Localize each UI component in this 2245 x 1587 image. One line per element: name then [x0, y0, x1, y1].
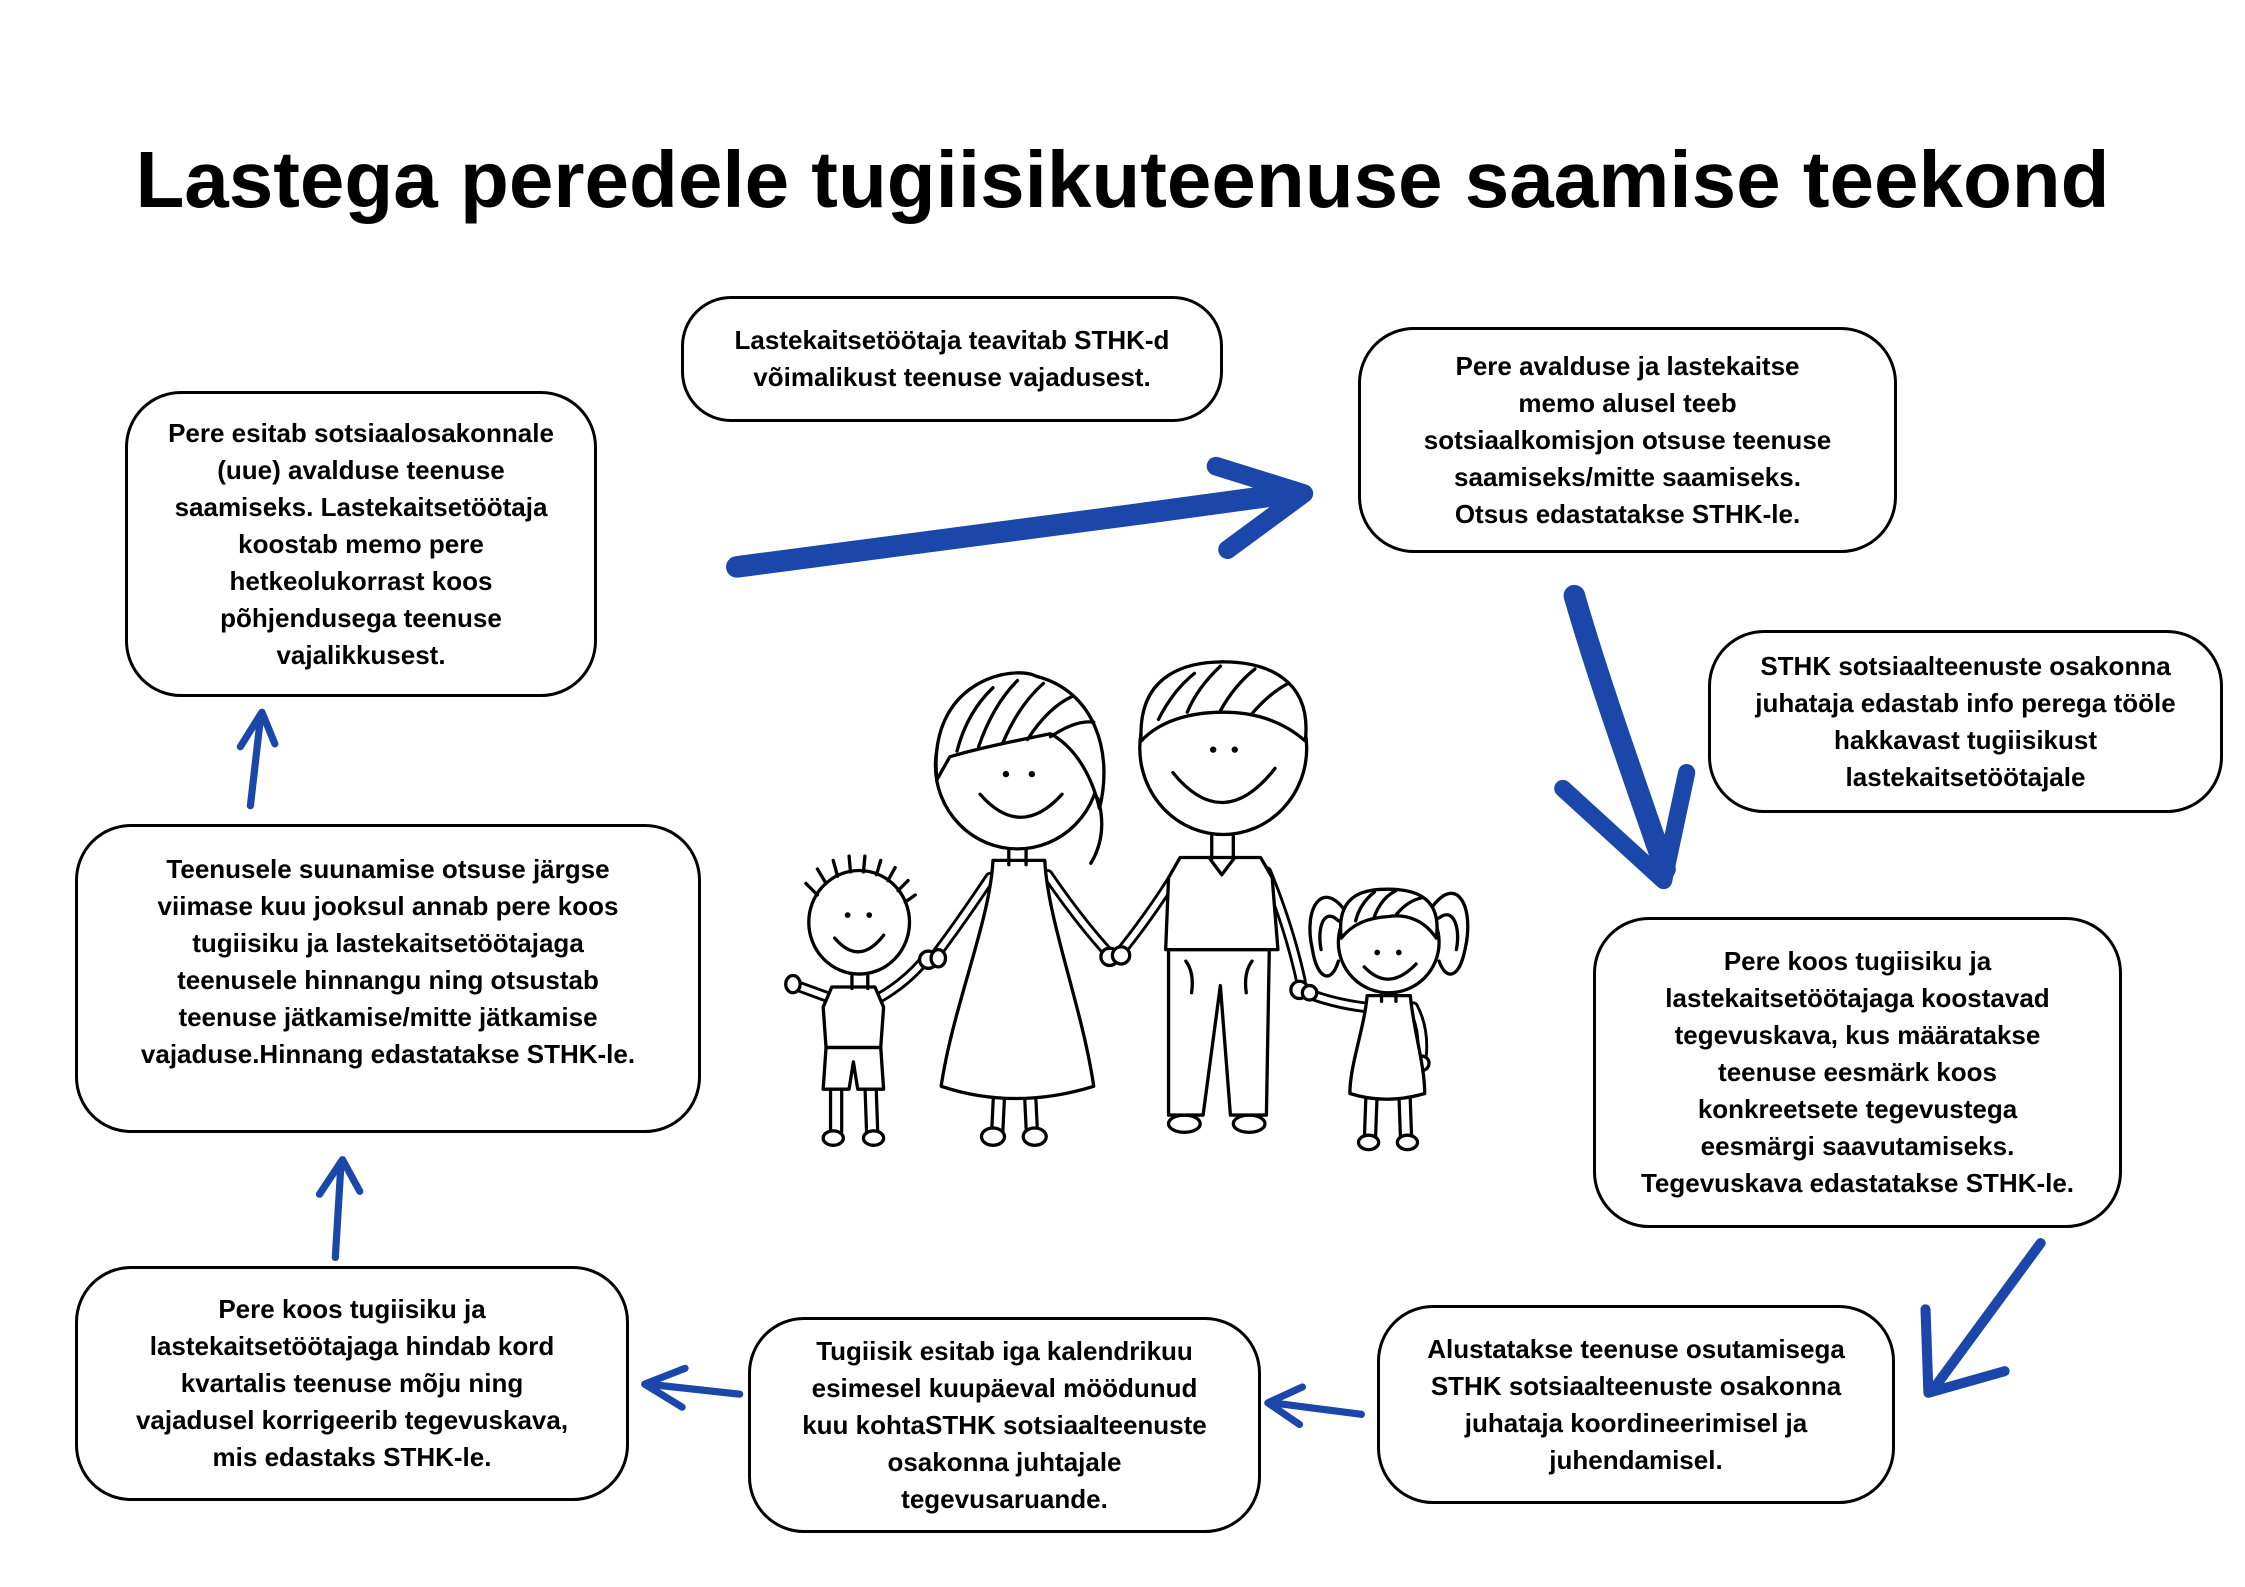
step-assign-support-person-box	[1708, 630, 2223, 813]
step-text-line: viimase kuu jooksul annab pere koos	[157, 890, 619, 921]
step-text-line: teenuse jätkamise/mitte jätkamise	[178, 1001, 598, 1032]
arrow-to-final-assessment	[319, 1160, 359, 1258]
step-commission-decision-box	[1358, 327, 1897, 553]
step-text-line: kuu kohtaSTHK sotsiaalteenuste	[802, 1409, 1207, 1440]
step-text-line: juhataja edastab info perega tööle	[1755, 687, 2176, 718]
arrow-to-new-application	[240, 712, 275, 806]
step-text-line: Tugiisik esitab iga kalendrikuu	[816, 1335, 1193, 1366]
step-text-line: (uue) avalduse teenuse	[217, 454, 505, 485]
step-text-line: kvartalis teenuse mõju ning	[180, 1368, 524, 1398]
father-icon	[1101, 662, 1307, 1132]
step-action-plan-box	[1593, 917, 2122, 1228]
arrow-to-monthly-report	[1268, 1387, 1362, 1424]
step-text-line: põhjendusega teenuse	[220, 602, 502, 633]
step-final-assessment-box	[75, 824, 701, 1133]
step-text-line: lastekaitsetöötajaga koostavad	[1665, 983, 2050, 1013]
step-text-line: teenusele hinnangu ning otsustab	[177, 964, 599, 995]
step-text-line: tegevusaruande.	[901, 1483, 1108, 1514]
step-text-line: vajalikkusest.	[276, 639, 446, 670]
step-service-start-box	[1377, 1305, 1895, 1504]
mother-icon	[920, 673, 1109, 1145]
step-monthly-report-box	[748, 1317, 1261, 1533]
step-text-line: vajadusel korrigeerib tegevuskava,	[135, 1405, 569, 1435]
boy-icon	[786, 856, 923, 1145]
step-text-line: juhendamisel.	[1549, 1444, 1723, 1475]
step-text-line: juhataja koordineerimisel ja	[1464, 1407, 1808, 1438]
step-text-line: tugiisiku ja lastekaitsetöötajaga	[192, 927, 584, 958]
step-text-line: hakkavast tugiisikust	[1834, 724, 2097, 755]
step-text-line: Pere avalduse ja lastekaitse	[1455, 350, 1800, 381]
arrow-to-service-start	[1926, 1243, 2041, 1393]
step-text-line: osakonna juhtajale	[887, 1446, 1122, 1477]
arrow-to-action-plan	[1563, 596, 1687, 881]
step-text-line: Pere koos tugiisiku ja	[1723, 946, 1992, 976]
step-text-line: mis edastaks STHK-le.	[212, 1442, 492, 1472]
step-text-line: saamiseks. Lastekaitsetöötaja	[174, 491, 548, 522]
step-text-line: hetkeolukorrast koos	[229, 565, 493, 596]
step-text-line: vajaduse.Hinnang edastatakse STHK-le.	[140, 1038, 636, 1069]
arrow-to-quarterly-review	[645, 1368, 740, 1407]
step-text-line: Otsus edastatakse STHK-le.	[1454, 498, 1801, 529]
step-notify-sthk-box	[681, 296, 1223, 422]
step-text-line: Lastekaitsetöötaja teavitab STHK-d	[734, 325, 1170, 355]
family-illustration	[786, 662, 1468, 1150]
step-text-line: eesmärgi saavutamiseks.	[1700, 1131, 2015, 1161]
step-text-line: Teenusele suunamise otsuse järgse	[166, 853, 610, 884]
arrow-to-commission-decision	[737, 466, 1304, 567]
step-quarterly-review-box	[75, 1266, 629, 1501]
step-text-line: konkreetsete tegevustega	[1697, 1094, 2018, 1124]
page-title: Lastega peredele tugiisikuteenuse saamise teekond	[135, 135, 2110, 224]
step-text-line: tegevuskava, kus määratakse	[1674, 1020, 2041, 1050]
step-new-application-box	[125, 391, 597, 697]
step-text-line: memo alusel teeb	[1518, 387, 1737, 418]
step-text-line: STHK sotsiaalteenuste osakonna	[1760, 650, 2171, 681]
step-text-line: saamiseks/mitte saamiseks.	[1454, 461, 1801, 492]
step-text-line: võimalikust teenuse vajadusest.	[753, 362, 1151, 392]
step-text-line: Alustatakse teenuse osutamisega	[1427, 1333, 1845, 1364]
step-text-line: sotsiaalkomisjon otsuse teenuse	[1423, 424, 1832, 455]
step-text-line: esimesel kuupäeval möödunud	[811, 1372, 1198, 1403]
step-text-line: lastekaitsetöötajale	[1845, 761, 2086, 792]
step-text-line: Pere koos tugiisiku ja	[218, 1294, 486, 1324]
step-text-line: teenuse eesmärk koos	[1718, 1057, 1997, 1087]
girl-icon	[1291, 889, 1468, 1149]
step-text-line: lastekaitsetöötajaga hindab kord	[149, 1331, 555, 1361]
step-text-line: Tegevuskava edastatakse STHK-le.	[1640, 1168, 2075, 1198]
step-text-line: STHK sotsiaalteenuste osakonna	[1430, 1370, 1842, 1401]
step-text-line: Pere esitab sotsiaalosakonnale	[168, 417, 554, 448]
step-text-line: koostab memo pere	[238, 528, 484, 559]
